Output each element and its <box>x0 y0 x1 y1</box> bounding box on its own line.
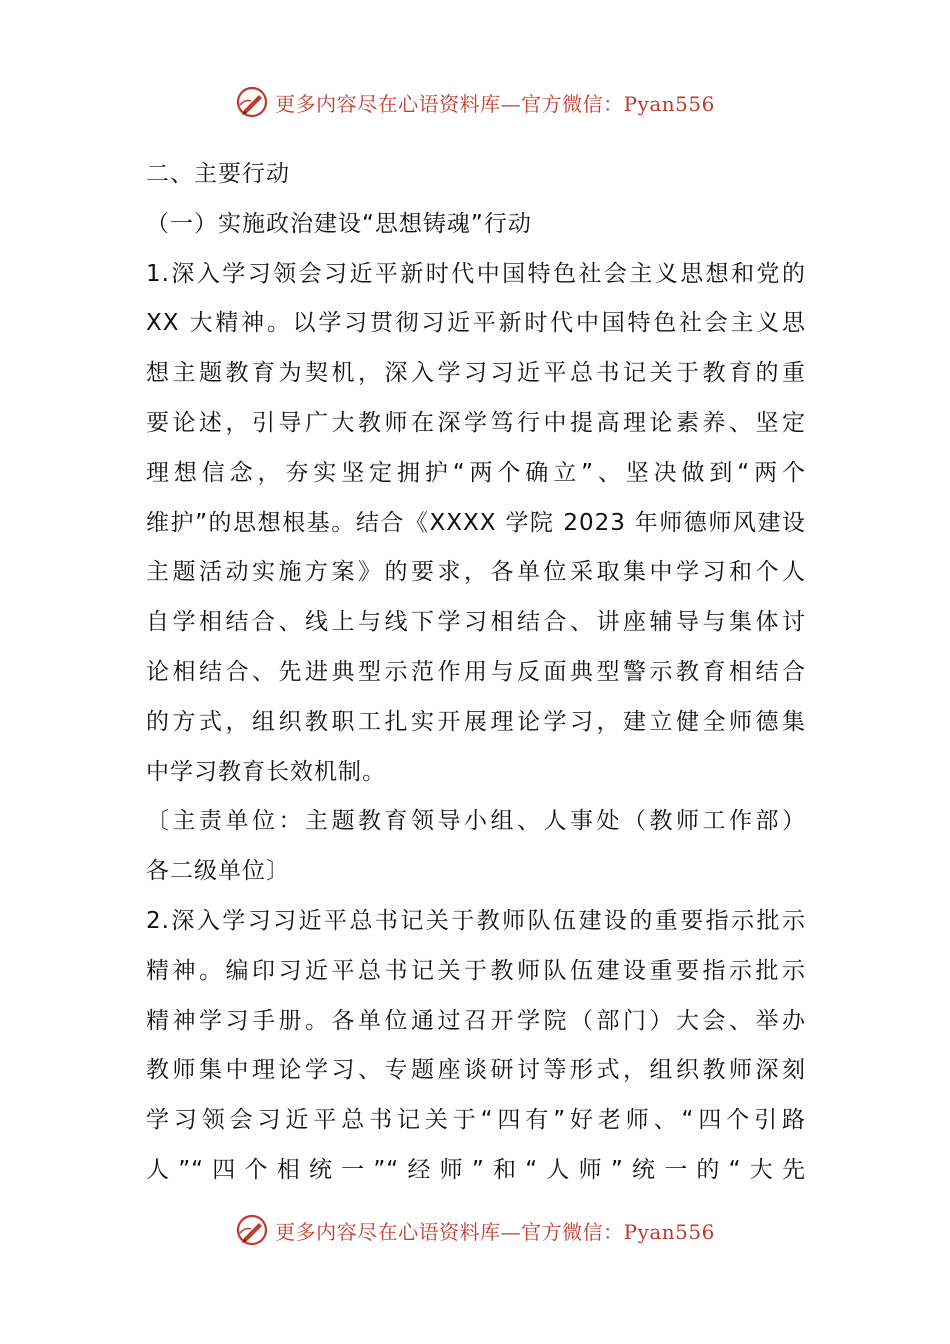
header-banner <box>0 80 950 124</box>
responsible-unit-line: 各二级单位〕 <box>146 858 290 885</box>
section-heading: 二、主要行动 <box>146 161 290 187</box>
paragraph-line: 想主题教育为契机，深入学习习近平总书记关于教育的重 <box>146 360 806 387</box>
paragraph-line: 自学相结合、线上与线下学习相结合、讲座辅导与集体讨 <box>146 609 806 636</box>
paragraph-line: XX 大精神。以学习贯彻习近平新时代中国特色社会主义思 <box>146 310 806 337</box>
paragraph-line: 维护”的思想根基。结合《XXXX 学院 2023 年师德师风建设 <box>146 509 806 536</box>
footer-wechat-id: Pyan556 <box>623 1219 715 1244</box>
paragraph-line: 学习领会习近平总书记关于“四有”好老师、“四个引路 <box>146 1107 806 1134</box>
paragraph-line: 人”“四个相统一”“经师”和“人师”统一的“大先 <box>146 1156 806 1183</box>
responsible-unit-line: 〔主责单位：主题教育领导小组、人事处（教师工作部） <box>146 808 806 835</box>
paragraph-line: 教师集中理论学习、专题座谈研讨等形式，组织教师深刻 <box>146 1057 806 1084</box>
paragraph-line: 的方式，组织教职工扎实开展理论学习，建立健全师德集 <box>146 708 806 735</box>
paragraph-line: 理想信念，夯实坚定拥护“两个确立”、坚决做到“两个 <box>146 459 806 486</box>
paragraph-line: 精神。编印习近平总书记关于教师队伍建设重要指示批示 <box>146 957 806 984</box>
pen-logo-icon <box>235 85 269 119</box>
paragraph-line: 中学习教育长效机制。 <box>146 758 386 785</box>
paragraph-line: 1.深入学习领会习近平新时代中国特色社会主义思想和党的 <box>146 260 806 287</box>
paragraph-line: 精神学习手册。各单位通过召开学院（部门）大会、举办 <box>146 1007 806 1034</box>
paragraph-line: 2.深入学习习近平总书记关于教师队伍建设的重要指示批示 <box>146 907 806 934</box>
paragraph-line: 要论述，引导广大教师在深学笃行中提高理论素养、坚定 <box>146 409 806 436</box>
subsection-heading: （一）实施政治建设“思想铸魂”行动 <box>146 210 532 237</box>
footer-banner <box>0 1208 950 1252</box>
header-wechat-id: Pyan556 <box>623 91 715 116</box>
header-banner-text: 更多内容尽在心语资料库—官方微信：Pyan556 <box>275 91 715 116</box>
document-body <box>146 150 806 1196</box>
paragraph-line: 论相结合、先进典型示范作用与反面典型警示教育相结合 <box>146 658 806 685</box>
pen-logo-icon <box>235 1213 269 1247</box>
footer-banner-text: 更多内容尽在心语资料库—官方微信：Pyan556 <box>275 1219 715 1244</box>
paragraph-line: 主题活动实施方案》的要求，各单位采取集中学习和个人 <box>146 559 806 586</box>
